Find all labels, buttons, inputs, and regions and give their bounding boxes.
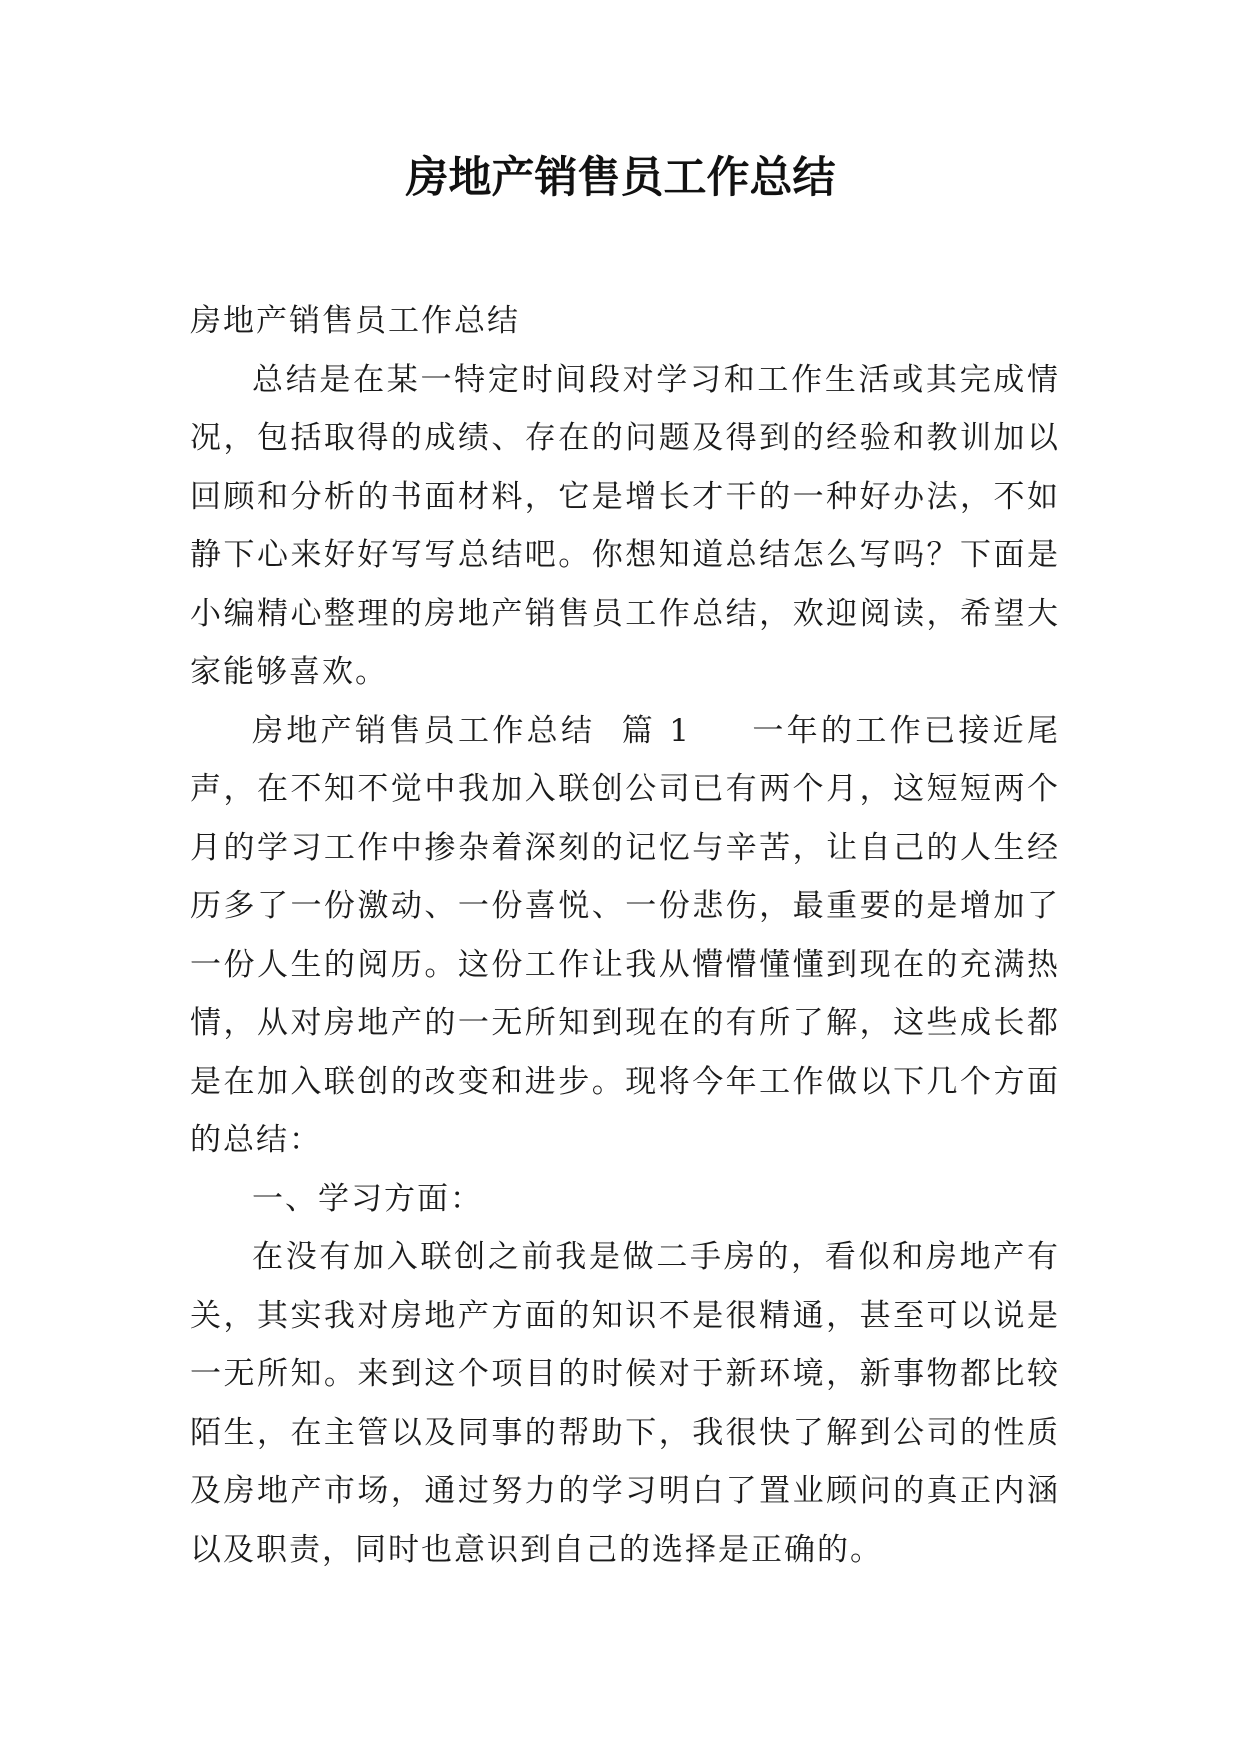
document-body	[190, 292, 1060, 1579]
section-heading: 房地产销售员工作总结 篇 1	[252, 712, 691, 749]
point-one-heading: 一、学习方面：	[252, 1180, 483, 1217]
intro-paragraph: 总结是在某一特定时间段对学习和工作生活或其完成情况，包括取得的成绩、存在的问题及得到的经验和教训加以回顾和分析的书面材料，它是增长才干的一种好办法，不如静下心来好好写写总结吧。你想知道总结怎么写吗？下面是小编精心整理的房地产销售员工作总结，欢迎阅读，希望大家能够喜欢。	[190, 361, 1060, 690]
document-title: 房地产销售员工作总结	[405, 153, 836, 203]
section-text: 一年的工作已接近尾声，在不知不觉中我加入联创公司已有两个月，这短短两个月的学习工作中掺杂着深刻的记忆与辛苦，让自己的人生经历多了一份激动、一份喜悦、一份悲伤，最重要的是增加了一份人生的阅历。这份工作让我从懵懵懂懂到现在的充满热情，从对房地产的一无所知到现在的有所了解，这些成长都是在加入联创的改变和进步。现将今年工作做以下几个方面的总结：	[190, 712, 1060, 1158]
document-subtitle: 房地产销售员工作总结	[190, 303, 520, 339]
point-one-paragraph: 在没有加入联创之前我是做二手房的，看似和房地产有关，其实我对房地产方面的知识不是很精通，甚至可以说是一无所知。来到这个项目的时候对于新环境，新事物都比较陌生，在主管以及同事的帮助下，我很快了解到公司的性质及房地产市场，通过努力的学习明白了置业顾问的真正内涵以及职责，同时也意识到自己的选择是正确的。	[190, 1239, 1060, 1568]
section-paragraph	[190, 702, 1060, 1170]
